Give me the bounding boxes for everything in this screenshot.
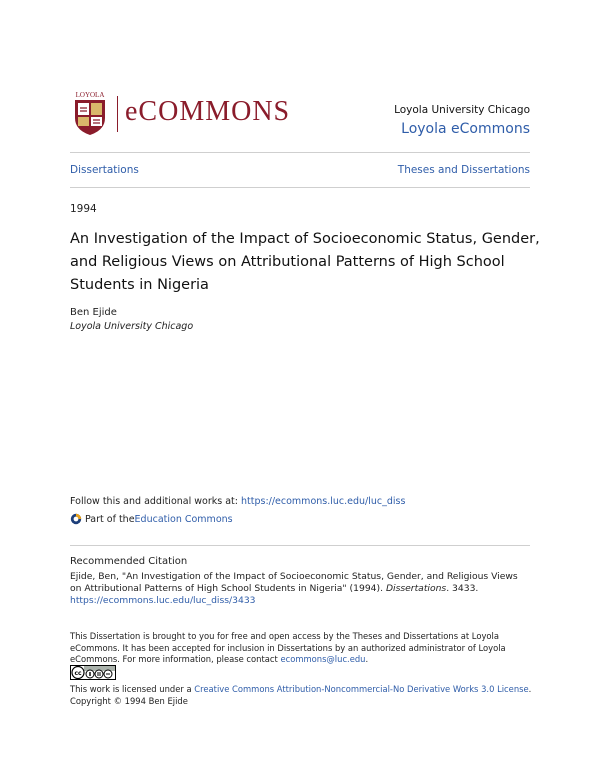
- bepress-network-icon: [70, 513, 82, 525]
- logo-text: LOYOLA: [75, 91, 105, 99]
- citation-text: [70, 571, 532, 607]
- collection-link[interactable]: https://ecommons.luc.edu/luc_diss: [241, 496, 406, 507]
- follow-prefix: Follow this and additional works at:: [70, 496, 241, 507]
- author-affiliation: Loyola University Chicago: [70, 321, 194, 332]
- repository-wordmark: eCOMMONS: [125, 96, 291, 127]
- notice-end: .: [365, 654, 369, 664]
- breadcrumb-theses-and-dissertations[interactable]: Theses and Dissertations: [397, 164, 530, 176]
- loyola-shield-icon: [70, 90, 110, 136]
- citation-url[interactable]: https://ecommons.luc.edu/luc_diss/3433: [70, 595, 256, 606]
- repository-link[interactable]: Loyola eCommons: [401, 121, 530, 137]
- license-end: .: [528, 684, 532, 694]
- author-name: Ben Ejide: [70, 307, 117, 318]
- ecommons-logo[interactable]: [70, 90, 300, 136]
- divider: [70, 152, 530, 153]
- part-of-prefix: Part of the: [85, 513, 135, 525]
- access-notice: [70, 631, 532, 666]
- citation-body: Ejide, Ben, "An Investigation of the Impact of Socioeconomic Status, Gender, and Religious Views on Attributional Patterns of High School Students in Nigeria" (1994).: [70, 571, 518, 594]
- recommended-citation-heading: Recommended Citation: [70, 556, 188, 567]
- document-title: An Investigation of the Impact of Socioeconomic Status, Gender, and Religious Views on Attributional Patterns of High School Students in Nigeria: [70, 231, 540, 293]
- license-prefix: This work is licensed under a: [70, 684, 195, 694]
- citation-series: Dissertations: [385, 583, 447, 594]
- university-name: Loyola University Chicago: [394, 104, 530, 116]
- license-link[interactable]: Creative Commons Attribution-Noncommercial-No Derivative Works 3.0 License: [194, 684, 529, 694]
- part-of-line: [70, 513, 233, 525]
- citation-number: . 3433.: [446, 583, 479, 594]
- copyright-notice: Copyright © 1994 Ben Ejide: [70, 695, 188, 706]
- breadcrumb-dissertations[interactable]: Dissertations: [70, 164, 139, 176]
- cc-by-nc-nd-icon[interactable]: [70, 665, 116, 680]
- divider: [70, 187, 530, 188]
- divider: [70, 545, 530, 546]
- contact-email-link[interactable]: ecommons@luc.edu: [280, 654, 366, 664]
- education-commons-link[interactable]: Education Commons: [134, 513, 233, 525]
- license-line: [70, 684, 540, 707]
- svg-text:cc: cc: [74, 670, 82, 677]
- notice-body: This Dissertation is brought to you for free and open access by the Theses and Dissertations at Loyola eCommons. It has been accepted for inclusion in Dissertations by an authorized administrator of Loyola eCommons. For more information, please contact: [70, 631, 506, 664]
- follow-line: [70, 496, 405, 507]
- logo-divider: [117, 96, 118, 132]
- publication-year: 1994: [70, 203, 97, 215]
